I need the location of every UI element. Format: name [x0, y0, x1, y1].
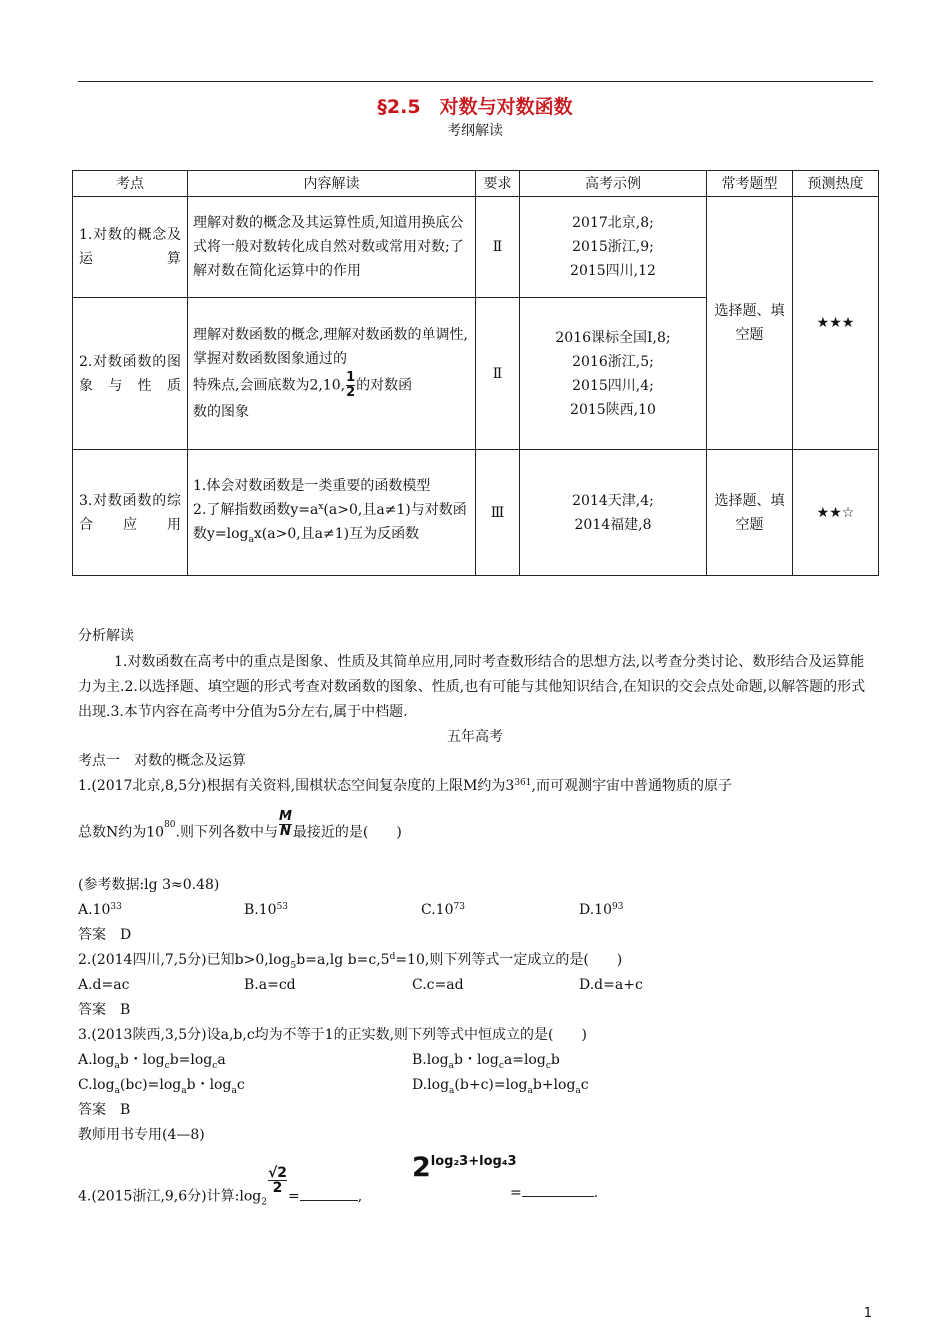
example-item: 2014福建,8 — [574, 516, 652, 533]
frac-numerator: M — [278, 809, 292, 824]
superscript: 361 — [514, 778, 532, 788]
q3-option-c: $C.\log_a(bc)=\log_ab$・$\log_ac$ — [78, 1077, 245, 1096]
content-text: (a>0,且a≠1)与对数函数y=log — [193, 501, 467, 542]
q2-option-d: D.d=a+c — [579, 977, 643, 993]
content-text: x(a>0,且a≠1)互为反函数 — [253, 525, 420, 542]
col-header: 要求 — [476, 171, 520, 197]
q1-option-a: $A.10^{33}$ — [78, 902, 122, 918]
col-header: 高考示例 — [520, 171, 707, 197]
q3-option-a: $A.\log_ab$・$\log_cb=\log_ca$ — [78, 1052, 226, 1071]
content-text: 特殊点,会画底数为2,10, — [193, 377, 346, 394]
teacher-note: 教师用书专用(4—8) — [78, 1127, 205, 1143]
analysis-heading: 分析解读 — [78, 628, 134, 644]
subscript: a — [248, 534, 254, 545]
frac-denominator: 2 — [272, 1180, 283, 1196]
examples-cell — [520, 298, 707, 450]
q1-answer: 答案 D — [78, 927, 132, 943]
q2-stem — [78, 950, 622, 976]
frac-denominator: 2 — [346, 385, 356, 400]
frac-denominator: N — [280, 824, 291, 839]
superscript: x — [318, 501, 324, 512]
equals-sign: = — [510, 1185, 522, 1201]
level-cell: Ⅱ — [476, 197, 520, 298]
example-item: 2017北京,8; — [572, 215, 654, 231]
topic-cell: 2.对数函数的图象与性质 — [73, 298, 188, 450]
question-type-cell: 选择题、填空题 — [707, 450, 793, 576]
q2-option-a: A.d=ac — [78, 977, 130, 993]
col-header: 内容解读 — [188, 171, 476, 197]
q4-text: 4.(2015浙江,9,6分)计算:log — [78, 1188, 262, 1205]
section-subtitle: 考纲解读 — [447, 123, 503, 139]
q3-answer: 答案 B — [78, 1102, 131, 1118]
header-rule — [78, 81, 873, 82]
level-cell: Ⅱ — [476, 298, 520, 450]
outline-table — [72, 170, 879, 576]
example-item: 2016课标全国Ⅰ,8; — [555, 329, 671, 346]
q2-option-c: C.c=ad — [412, 977, 464, 993]
subscript: 2 — [261, 1197, 267, 1208]
content-text: 2.了解指数函数y=a — [193, 501, 319, 518]
fraction-one-half — [346, 371, 355, 400]
table-row — [73, 450, 879, 576]
content-text: 1.体会对数函数是一类重要的函数模型 — [193, 477, 431, 494]
example-item: 2014天津,4; — [572, 492, 654, 509]
analysis-text: 1.对数函数在高考中的重点是图象、性质及其简单应用,同时考查数形结合的思想方法,以考查分类讨论、数形结合及运算能力为主.2.以选择题、填空题的形式考查对数函数的图象、性质,也有可能与其他知识结合,在知识的交会点处命题,以解答题的形式出现.3.本节内容在高考中分值为5分左右,属于中档题. — [78, 654, 866, 720]
content-text: 的对数函 — [356, 377, 413, 394]
example-item: 2015陕西,10 — [570, 401, 656, 418]
superscript: d — [389, 952, 396, 962]
content-cell — [188, 450, 476, 576]
superscript: 80 — [164, 820, 176, 830]
section-title: §2.5 对数与对数函数 — [377, 96, 573, 118]
content-cell — [188, 298, 476, 450]
example-item: 2015四川,12 — [570, 263, 656, 279]
fraction-m-over-n — [279, 810, 292, 839]
q2-text: b=a,lg b=c,5 — [296, 952, 390, 968]
q1-option-b: $B.10^{53}$ — [244, 902, 289, 918]
q1-text: .则下列各数中与 — [175, 824, 278, 841]
topic-cell: 3.对数函数的综合应用 — [73, 450, 188, 576]
q2-option-b: B.a=cd — [244, 977, 296, 993]
topic-heading: 考点一 对数的概念及运算 — [78, 753, 246, 769]
power-expression — [412, 1152, 517, 1183]
power-exponent: log₂3+log₄3 — [430, 1154, 517, 1169]
examples-cell — [520, 197, 707, 298]
col-header: 常考题型 — [707, 171, 793, 197]
fraction-sqrt2-over-2 — [268, 1166, 287, 1195]
q1-option-d: $D.10^{93}$ — [579, 902, 624, 918]
page-number: 1 — [863, 1306, 872, 1321]
example-item: 2015四川,4; — [572, 377, 654, 394]
comma: , — [357, 1188, 363, 1205]
q2-answer: 答案 B — [78, 1002, 131, 1018]
content-cell: 理解对数的概念及其运算性质,知道用换底公式将一般对数转化成自然对数或常用对数;了解对数在简化运算中的作用 — [188, 197, 476, 298]
level-cell: Ⅲ — [476, 450, 520, 576]
content-text: 数的图象 — [193, 404, 249, 420]
q1-text: ,而可观测宇宙中普通物质的原子 — [531, 778, 732, 794]
q1-option-c: $C.10^{73}$ — [421, 902, 465, 918]
examples-cell — [520, 450, 707, 576]
heat-cell: ★★☆ — [793, 450, 879, 576]
q3-stem: 3.(2013陕西,3,5分)设a,b,c均为不等于1的正实数,则下列等式中恒成立的是( ) — [78, 1027, 587, 1043]
period: . — [593, 1185, 599, 1201]
col-header: 预测热度 — [793, 171, 879, 197]
five-year-heading: 五年高考 — [447, 729, 503, 745]
q2-text: =10,则下列等式一定成立的是( ) — [395, 952, 623, 968]
q1-text: 最接近的是( ) — [292, 824, 402, 841]
topic-cell: 1.对数的概念及运算 — [73, 197, 188, 298]
answer-blank-2[interactable] — [522, 1182, 594, 1197]
frac-numerator: √2 — [267, 1165, 288, 1181]
q3-option-b: $B.\log_ab$・$\log_ca=\log_cb$ — [412, 1052, 560, 1071]
example-item: 2015浙江,9; — [572, 239, 654, 255]
content-text: 理解对数函数的概念,理解对数函数的单调性,掌握对数函数图象通过的 — [193, 327, 468, 367]
q1-stem-line1 — [78, 776, 732, 796]
q4-stem — [78, 1165, 363, 1212]
power-base: 2 — [412, 1152, 431, 1183]
q2-text: 2.(2014四川,7,5分)已知b>0,log — [78, 952, 291, 968]
table-header-row — [73, 171, 879, 197]
q3-option-d: $D.\log_a(b+c)=\log_ab+\log_ac$ — [412, 1077, 589, 1096]
col-header: 考点 — [73, 171, 188, 197]
answer-blank-1[interactable] — [300, 1186, 358, 1201]
heat-cell: ★★★ — [793, 197, 879, 450]
q1-text: 总数N约为10 — [78, 824, 165, 841]
q4-second-blank — [510, 1182, 598, 1203]
question-type-cell: 选择题、填空题 — [707, 197, 793, 450]
equals-sign: = — [288, 1188, 300, 1205]
example-item: 2016浙江,5; — [572, 353, 654, 370]
frac-numerator: 1 — [346, 370, 356, 385]
subscript: 5 — [290, 960, 297, 971]
table-row — [73, 197, 879, 298]
q1-text: 1.(2017北京,8,5分)根据有关资料,围棋状态空间复杂度的上限M约为3 — [78, 778, 515, 794]
q1-stem-line2 — [78, 809, 402, 847]
q1-reference: (参考数据:lg 3≈0.48) — [78, 877, 220, 893]
